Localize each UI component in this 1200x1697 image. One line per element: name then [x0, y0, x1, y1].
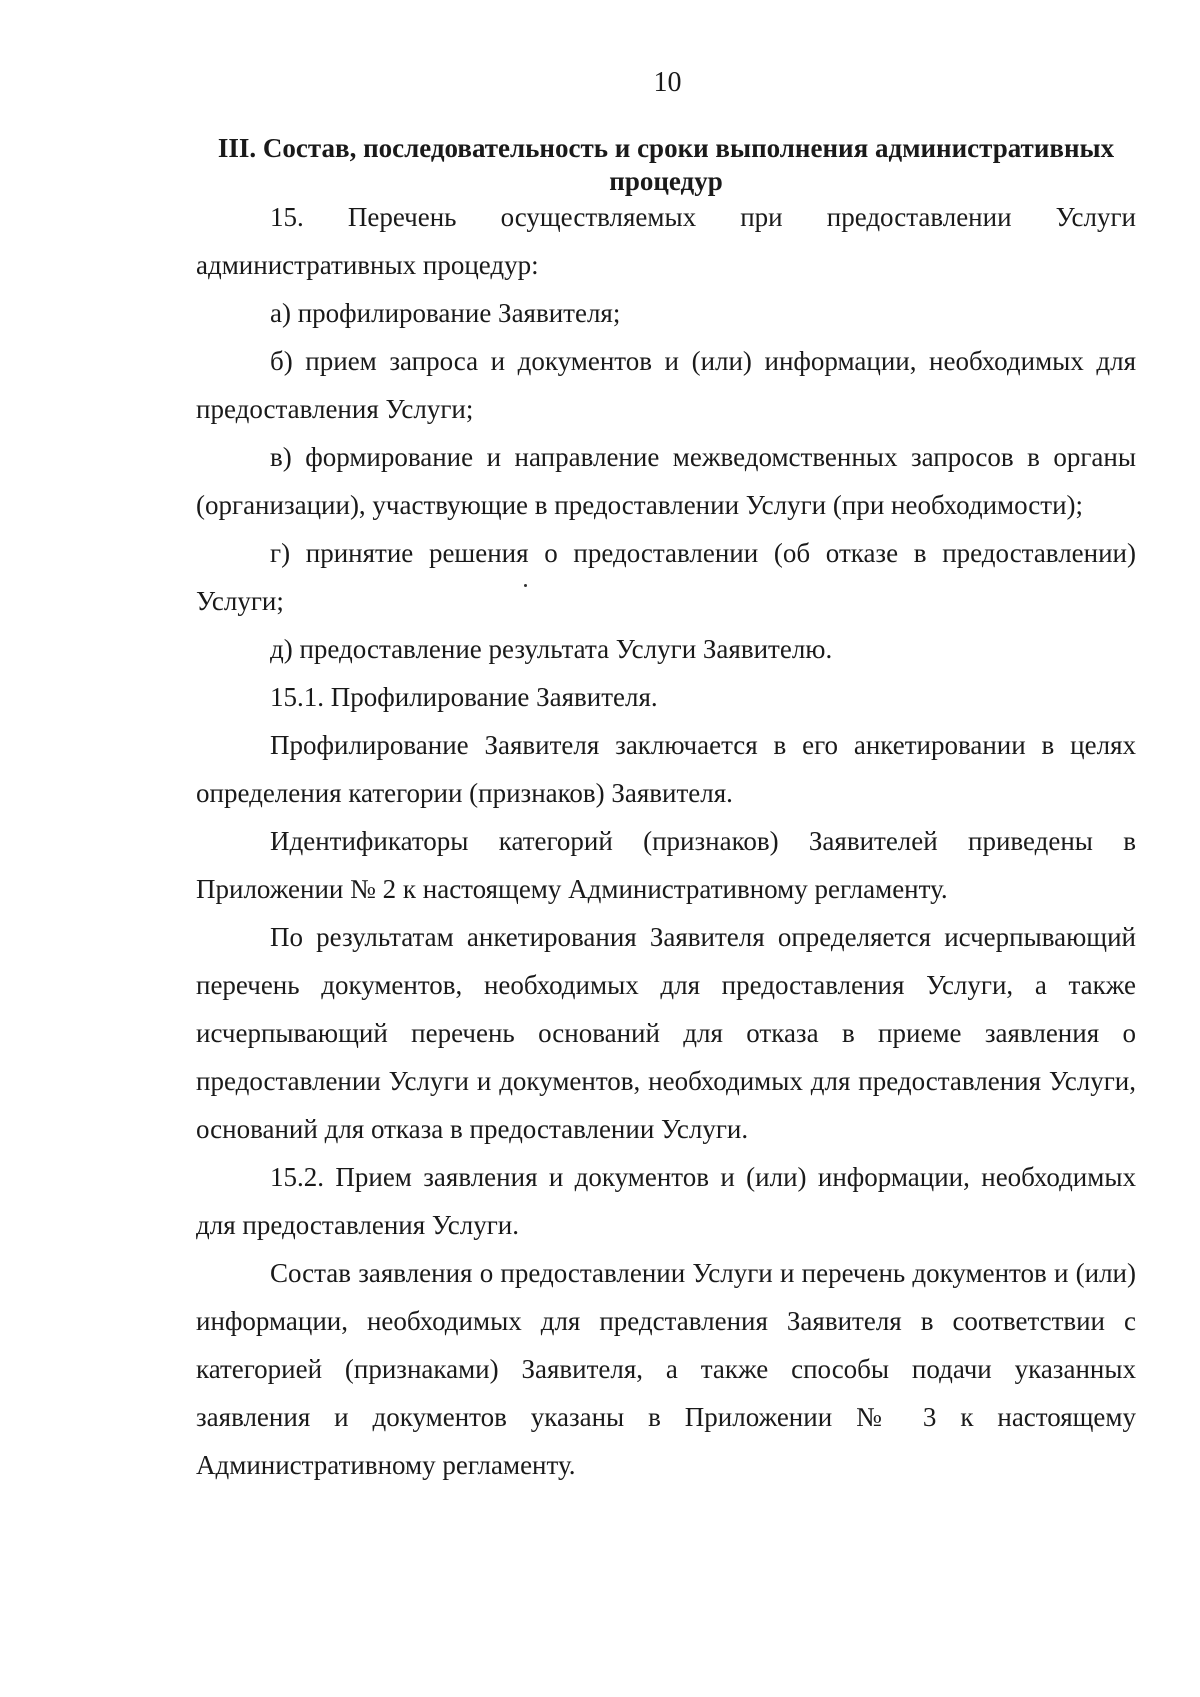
body-text [196, 193, 1136, 1489]
list-item-g: г) принятие решения о предоставлении (об отказе в предоставлении) Услуги; [196, 538, 1136, 616]
paragraph-composition: Состав заявления о предоставлении Услуги и перечень документов и (или) информации, необходимых для представления Заявителя в соответствии с категорией (признаками) Заявителя, а также способы подачи указанных заявления и документов указаны в Приложении № 3 к настоящему Административному регламенту. [196, 1258, 1136, 1480]
paragraph-results: По результатам анкетирования Заявителя определяется исчерпывающий перечень документов, необходимых для предоставления Услуги, а также исчерпывающий перечень оснований для отказа в приеме заявления о предоставлении Услуги и документов, необходимых для предоставления Услуги, оснований для отказа в предоставлении Услуги. [196, 922, 1136, 1144]
paragraph-15: 15. Перечень осуществляемых при предоставлении Услуги административных процедур: [196, 202, 1136, 280]
subsection-15-1-heading: 15.1. Профилирование Заявителя. [270, 682, 658, 712]
paragraph-profiling: Профилирование Заявителя заключается в его анкетировании в целях определения категории (признаков) Заявителя. [196, 730, 1136, 808]
scan-speck [524, 584, 527, 587]
page-number: 10 [653, 67, 682, 98]
list-item-v: в) формирование и направление межведомственных запросов в органы (организации), участвующие в предоставлении Услуги (при необходимости); [196, 442, 1136, 520]
list-item-a: а) профилирование Заявителя; [270, 298, 621, 328]
list-item-d: д) предоставление результата Услуги Заявителю. [270, 634, 833, 664]
paragraph-identifiers: Идентификаторы категорий (признаков) Заявителей приведены в Приложении № 2 к настоящему Административному регламенту. [196, 826, 1136, 904]
list-item-b: б) прием запроса и документов и (или) информации, необходимых для предоставления Услуги; [196, 346, 1136, 424]
section-heading: III. Состав, последовательность и сроки выполнения административных процедур [217, 133, 1115, 196]
subsection-15-2-heading: 15.2. Прием заявления и документов и (или) информации, необходимых для предоставления Услуги. [196, 1162, 1136, 1240]
